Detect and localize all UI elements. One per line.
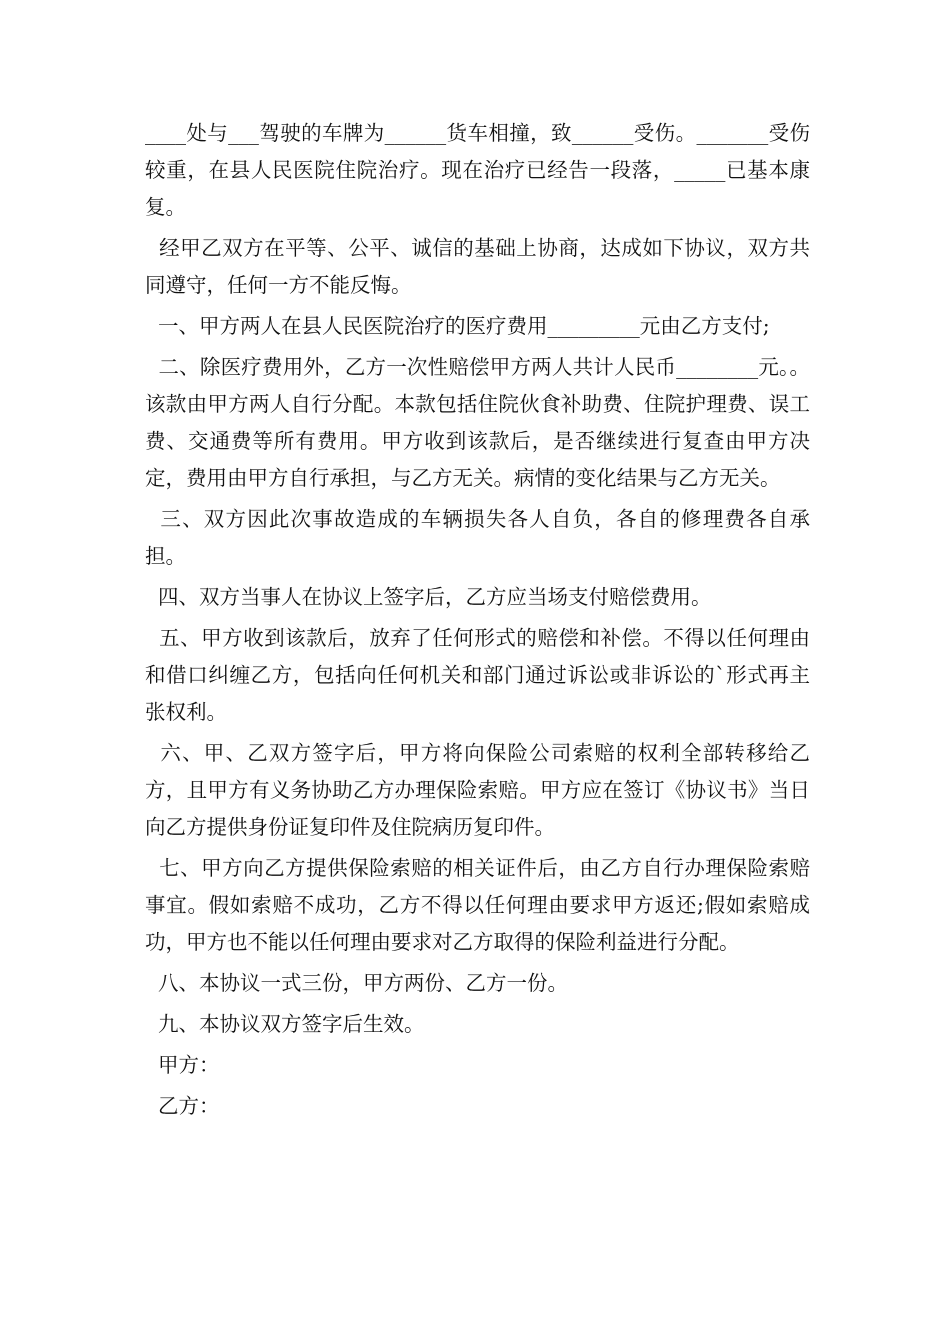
paragraph-accident-description: ____处与___驾驶的车牌为______货车相撞，致______受伤。_______受伤较重，在县人民医院住院治疗。现在治疗已经告一段落，_____已基本康复。 [145, 121, 810, 219]
paragraph-clause-9: 九、本协议双方签字后生效。 [145, 1012, 425, 1036]
paragraph-clause-6: 六、甲、乙双方签字后，甲方将向保险公司索赔的权利全部转移给乙方，且甲方有义务协助乙方办理保险索赔。甲方应在签订《协议书》当日向乙方提供身份证复印件及住院病历复印件。 [145, 741, 810, 839]
signature-party-a: 甲方： [145, 1053, 220, 1077]
paragraph-clause-2: 二、除医疗费用外，乙方一次性赔偿甲方两人共计人民币________元。。该款由甲方两人自行分配。本款包括住院伙食补助费、住院护理费、误工费、交通费等所有费用。甲方收到该款后，是否继续进行复查由甲方决定，费用由甲方自行承担，与乙方无关。病情的变化结果与乙方无关。 [145, 355, 810, 490]
paragraph-clause-4: 四、双方当事人在协议上签字后，乙方应当场支付赔偿费用。 [145, 585, 712, 609]
signature-party-b: 乙方： [145, 1094, 220, 1118]
agreement-body [145, 115, 810, 1129]
paragraph-clause-8: 八、本协议一式三份，甲方两份、乙方一份。 [145, 971, 569, 995]
paragraph-agreement-intro: 经甲乙双方在平等、公平、诚信的基础上协商，达成如下协议，双方共同遵守，任何一方不能反悔。 [145, 236, 810, 297]
paragraph-clause-7: 七、甲方向乙方提供保险索赔的相关证件后，由乙方自行办理保险索赔事宜。假如索赔不成功，乙方不得以任何理由要求甲方返还;假如索赔成功，甲方也不能以任何理由要求对乙方取得的保险利益进行分配。 [145, 856, 810, 954]
paragraph-clause-3: 三、双方因此次事故造成的车辆损失各人自负，各自的修理费各自承担。 [145, 507, 810, 568]
paragraph-clause-5: 五、甲方收到该款后，放弃了任何形式的赔偿和补偿。不得以任何理由和借口纠缠乙方，包括向任何机关和部门通过诉讼或非诉讼的`形式再主张权利。 [145, 626, 810, 724]
paragraph-clause-1: 一、甲方两人在县人民医院治疗的医疗费用_________元由乙方支付; [145, 314, 770, 338]
